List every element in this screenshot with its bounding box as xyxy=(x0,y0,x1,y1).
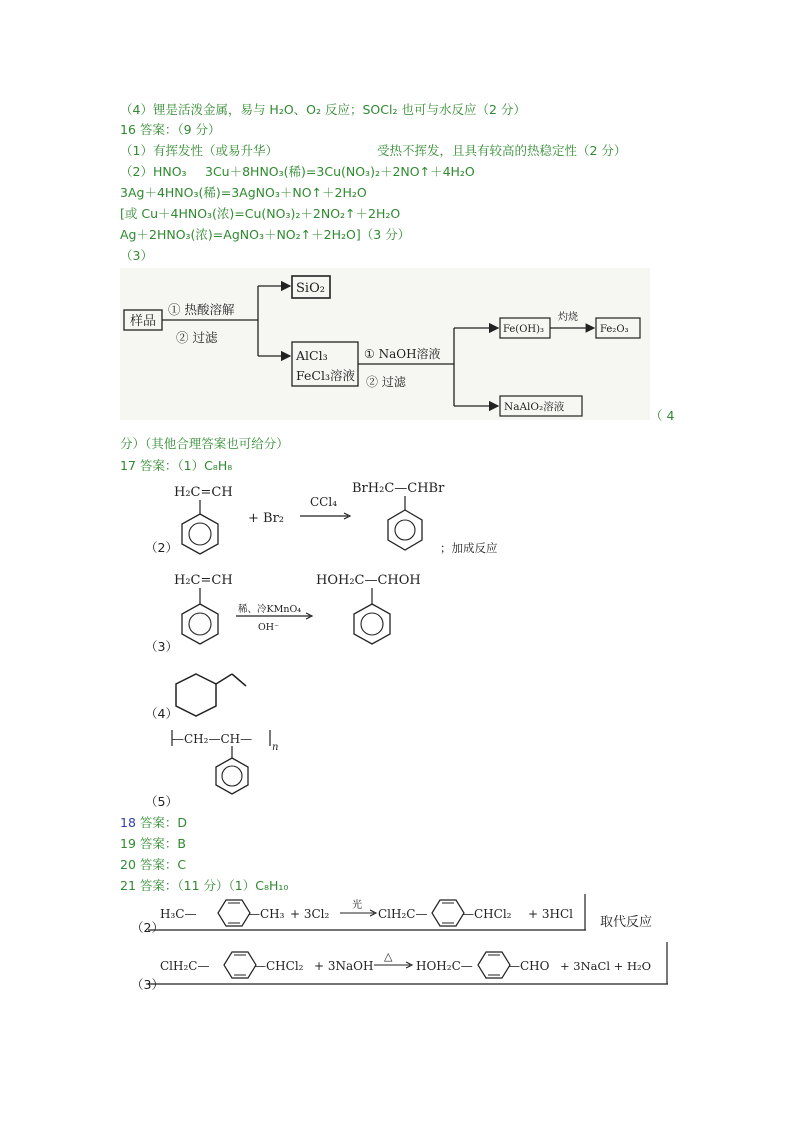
benzene-ring-icon xyxy=(478,952,510,978)
score-4a: （ 4 xyxy=(650,408,675,423)
filter2-label: ② 过滤 xyxy=(366,375,406,389)
eq17-3-cond2: OH⁻ xyxy=(258,622,280,633)
alcl3-label: AlCl₃ xyxy=(296,348,328,363)
feoh3-label: Fe(OH)₃ xyxy=(503,324,545,335)
eq17-2-svg xyxy=(160,474,460,564)
fecl3-label: FeCl₃溶液 xyxy=(296,368,355,383)
fe2o3-label: Fe₂O₃ xyxy=(600,324,629,335)
sio2-label: SiO₂ xyxy=(296,281,325,296)
label-17-4: （4） xyxy=(145,706,178,721)
benzene-ring-icon xyxy=(354,604,390,644)
answer-16-2b: 3Cu＋8HNO₃(稀)=3Cu(NO₃)₂＋2NO↑＋4H₂O xyxy=(205,164,475,179)
eq21-3-svg xyxy=(148,942,670,988)
eq17-3-product: HOH₂C—CHOH xyxy=(316,573,421,588)
eq21-3-prod1: HOH₂C— xyxy=(416,959,473,973)
eq21-2-left: H₃C— xyxy=(160,907,197,921)
eq17-5-n: n xyxy=(272,742,279,753)
step1-label: ① 热酸溶解 xyxy=(168,302,235,317)
eq21-3-prod2: —CHO xyxy=(508,959,550,973)
answer-16-2c: 3Ag＋4HNO₃(稀)=3AgNO₃＋NO↑＋2H₂O xyxy=(120,185,367,200)
eq17-5-svg xyxy=(160,726,300,804)
answer-18 xyxy=(120,815,187,831)
eq21-3-right: —CHCl₂ xyxy=(254,959,304,973)
flowchart-figure xyxy=(120,268,650,420)
eq21-2-prod2: —CHCl₂ xyxy=(462,907,512,921)
benzene-ring-icon xyxy=(218,900,250,926)
label-21-3: （3） xyxy=(131,977,164,992)
benzene-ring-icon xyxy=(216,758,248,794)
eq17-2-plus: + Br₂ xyxy=(248,511,285,526)
answer-16-3: （3） xyxy=(120,248,153,263)
label-17-5: （5） xyxy=(145,794,178,809)
answer-17-header: 17 答案：（1）C₈H₈ xyxy=(120,458,233,473)
benzene-ring-icon xyxy=(224,952,256,978)
eq17-3-svg xyxy=(160,564,460,660)
step2-label: ② 过滤 xyxy=(176,330,218,345)
eq21-2-reag: + 3Cl₂ xyxy=(290,907,330,921)
eq17-3-cond1: 稀、冷KMnO₄ xyxy=(238,604,302,615)
answer-16-2a: （2）HNO₃ xyxy=(120,164,187,179)
eq21-3-cond: △ xyxy=(384,950,393,963)
naoh-label: ① NaOH溶液 xyxy=(364,347,441,361)
eq17-5-poly: —CH₂—CH— xyxy=(172,732,253,746)
label-21-2-type: 取代反应 xyxy=(600,915,653,930)
eq21-2-svg xyxy=(148,894,588,934)
score-4b: 分）（其他合理答案也可给分） xyxy=(120,436,289,451)
answer-16-header: 16 答案：（9 分） xyxy=(120,122,221,137)
label-21-2: （2） xyxy=(131,920,164,935)
eq17-2-reactant: H₂C=CH xyxy=(174,485,233,500)
eq17-2-cond: CCl₄ xyxy=(310,495,338,509)
answer-21-header: 21 答案：（11 分）（1）C₈H₁₀ xyxy=(120,878,289,893)
label-17-3: （3） xyxy=(145,639,178,654)
benzene-ring-icon xyxy=(182,514,218,554)
label-17-2-type: ；加成反应 xyxy=(440,541,498,555)
ignite-label: 灼烧 xyxy=(558,312,578,323)
eq21-2-cond: 光 xyxy=(352,900,362,911)
answer-18-number: 18 xyxy=(120,815,136,830)
benzene-ring-icon xyxy=(388,510,422,550)
eq21-3-left: ClH₂C— xyxy=(160,959,210,973)
naalo2-label: NaAlO₂溶液 xyxy=(504,401,565,413)
benzene-ring-icon xyxy=(432,900,464,926)
answer-16-1b: 受热不挥发，且具有较高的热稳定性（2 分） xyxy=(377,143,627,158)
label-17-2: （2） xyxy=(145,540,178,555)
eq21-2-prod1: ClH₂C— xyxy=(378,907,428,921)
flowchart-svg xyxy=(120,268,650,420)
answer-16-2e: Ag＋2HNO₃(浓)=AgNO₃＋NO₂↑＋2H₂O]（3 分） xyxy=(120,227,411,242)
answer-20: 20 答案：C xyxy=(120,857,187,872)
eq21-2-byp: + 3HCl xyxy=(528,907,573,921)
answer-19: 19 答案：B xyxy=(120,836,186,851)
answer-16-2d: [或 Cu＋4HNO₃(浓)=Cu(NO₃)₂＋2NO₂↑＋2H₂O xyxy=(120,206,401,221)
sample-label: 样品 xyxy=(130,314,157,329)
eq17-2-product: BrH₂C—CHBr xyxy=(352,481,445,496)
benzene-ring-icon xyxy=(182,604,218,644)
eq21-3-byp: + 3NaCl + H₂O xyxy=(560,959,652,973)
eq21-2-right: —CH₃ xyxy=(248,907,285,921)
eq17-4-svg xyxy=(160,668,280,728)
eq21-3-reag: + 3NaOH xyxy=(314,959,374,973)
answer-16-1a: （1）有挥发性（或易升华） xyxy=(120,143,278,158)
answer-18-text: 答案：D xyxy=(135,815,188,830)
line-q4: （4）锂是活泼金属，易与 H₂O、O₂ 反应；SOCl₂ 也可与水反应（2 分） xyxy=(120,102,526,117)
eq17-3-reactant: H₂C=CH xyxy=(174,573,233,588)
cyclohexane-ring-icon xyxy=(176,674,216,716)
